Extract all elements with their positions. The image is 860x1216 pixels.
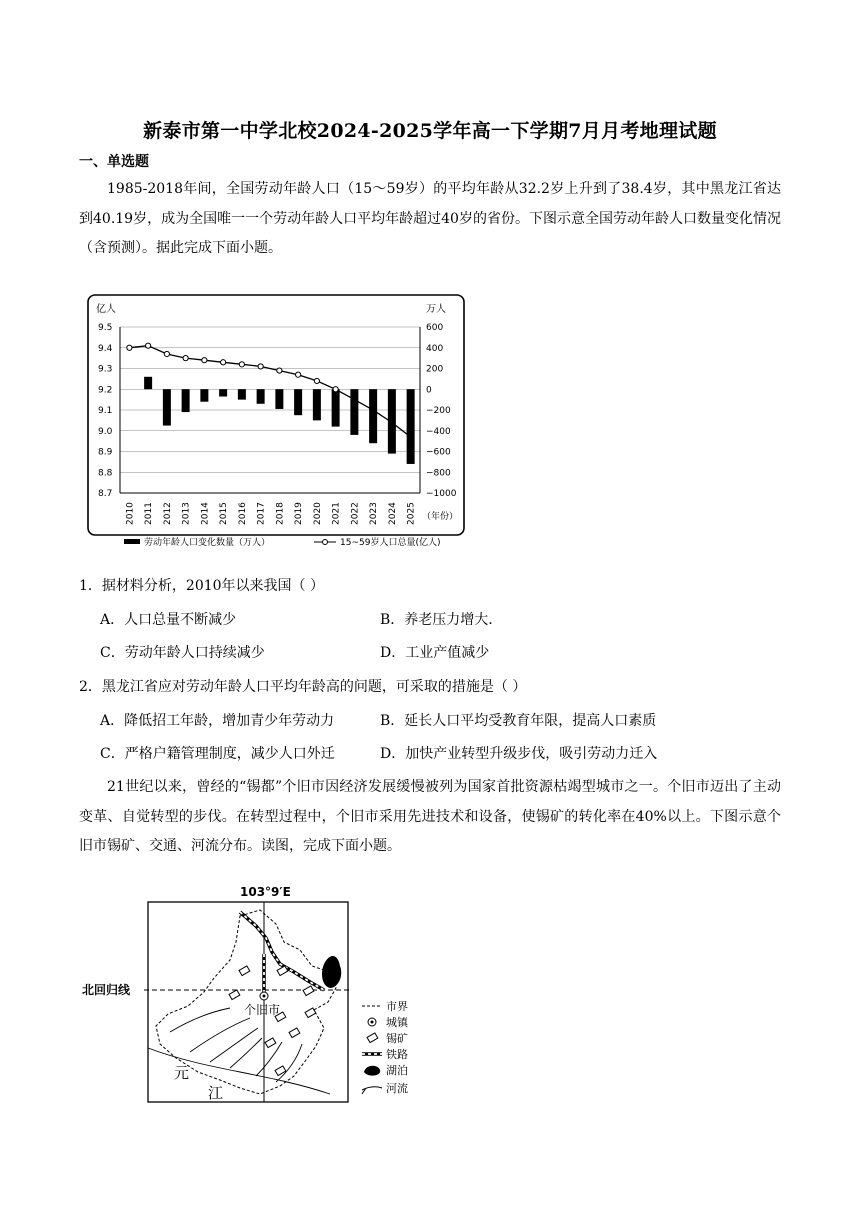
legend-tin: 锡矿 xyxy=(386,1032,408,1045)
x-tick-2019: 2019 xyxy=(294,502,305,525)
question-1-stem: 1．据材料分析，2010年以来我国（ ） xyxy=(79,578,324,594)
bar-2017 xyxy=(257,389,265,404)
point-2010 xyxy=(127,345,132,350)
bar-2014 xyxy=(200,389,208,401)
legend-line-label: 15~59岁人口总量(亿人) xyxy=(340,538,441,548)
city-label: 个旧市 xyxy=(244,1003,281,1017)
x-tick-2020: 2020 xyxy=(312,502,323,525)
legend-town: 城镇 xyxy=(386,1016,408,1029)
question-2-stem: 2．黑龙江省应对劳动年龄人口平均年龄高的问题，可采取的措施是（ ） xyxy=(79,679,527,695)
left-tick-label: 8.9 xyxy=(98,447,113,458)
legend-boundary: 市界 xyxy=(386,1000,408,1013)
bar-2019 xyxy=(294,389,302,415)
point-2017 xyxy=(258,364,263,369)
point-2014 xyxy=(202,358,207,363)
page-title: 新泰市第一中学北校2024-2025学年高一下学期7月月考地理试题 xyxy=(143,120,717,142)
right-tick-label: −200 xyxy=(426,406,451,416)
river-label-1: 元 xyxy=(174,1064,190,1082)
left-tick-label: 9.5 xyxy=(98,323,113,333)
right-axis-unit: 万人 xyxy=(426,304,446,315)
gejiu-map xyxy=(80,880,420,1110)
q1-option-a[interactable]: A．人口总量不断减少 xyxy=(100,612,237,628)
bar-2012 xyxy=(163,389,171,425)
point-2012 xyxy=(164,351,169,356)
right-tick-label: 600 xyxy=(426,323,444,333)
left-tick-label: 8.7 xyxy=(98,489,113,499)
left-tick-label: 9.4 xyxy=(98,343,113,354)
legend-river: 河流 xyxy=(386,1082,408,1095)
bar-2018 xyxy=(275,389,283,409)
x-tick-2025: 2025 xyxy=(406,502,417,525)
right-tick-label: 0 xyxy=(426,385,432,396)
right-tick-label: 400 xyxy=(426,343,444,354)
legend-bar-label: 劳动年龄人口变化数量（万人） xyxy=(144,538,271,548)
x-tick-2016: 2016 xyxy=(237,502,248,525)
bar-2025 xyxy=(407,389,415,464)
q1-option-d[interactable]: D．工业产值减少 xyxy=(380,645,490,661)
x-tick-2014: 2014 xyxy=(200,502,211,525)
right-tick-label: −1000 xyxy=(426,489,457,499)
right-tick-label: −400 xyxy=(426,426,451,437)
point-2016 xyxy=(239,362,244,367)
q2-option-d[interactable]: D．加快产业转型升级步伐，吸引劳动力迁入 xyxy=(380,746,658,762)
right-tick-label: −600 xyxy=(426,447,451,458)
longitude-label: 103°9′E xyxy=(240,885,291,899)
right-tick-label: 200 xyxy=(426,364,444,375)
point-2018 xyxy=(277,368,282,373)
section-heading: 一、单选题 xyxy=(79,154,149,170)
bar-2020 xyxy=(313,389,321,420)
map-legend xyxy=(362,1000,409,1095)
q1-option-c[interactable]: C．劳动年龄人口持续减少 xyxy=(100,645,265,661)
river-label-2: 江 xyxy=(208,1084,224,1102)
x-tick-2023: 2023 xyxy=(369,502,380,525)
bar-2015 xyxy=(219,389,227,396)
passage-2: 21世纪以来，曾经的“锡都”个旧市因经济发展缓慢被列为国家首批资源枯竭型城市之一。个旧市迈出了主动变革、自觉转型的步伐。在转型过程中，个旧市采用先进技术和设备，使锡矿的转化率在40%以上。下图示意个旧市锡矿、交通、河流分布。读图，完成下面小题。 xyxy=(79,779,781,854)
point-2021 xyxy=(333,387,338,392)
left-tick-label: 9.3 xyxy=(98,364,113,375)
point-2013 xyxy=(183,356,188,361)
point-2020 xyxy=(314,378,319,383)
right-tick-label: −800 xyxy=(426,468,451,479)
tropic-label: 北回归线 xyxy=(82,983,131,997)
x-tick-2015: 2015 xyxy=(219,502,230,525)
x-axis-unit: （年份） xyxy=(422,512,459,522)
q2-option-b[interactable]: B．延长人口平均受教育年限，提高人口素质 xyxy=(380,713,657,729)
bar-2013 xyxy=(182,389,190,412)
q2-option-c[interactable]: C．严格户籍管理制度，减少人口外迁 xyxy=(100,746,335,762)
x-tick-2010: 2010 xyxy=(125,502,136,525)
left-axis-unit: 亿人 xyxy=(96,304,116,315)
bar-2016 xyxy=(238,389,246,399)
left-tick-label: 9.1 xyxy=(98,406,113,416)
x-tick-2012: 2012 xyxy=(162,502,173,525)
x-tick-2013: 2013 xyxy=(181,502,192,525)
labor-population-chart xyxy=(86,293,486,553)
passage-1: 1985-2018年间，全国劳动年龄人口（15～59岁）的平均年龄从32.2岁上升到了38.4岁，其中黑龙江省达到40.19岁，成为全国唯一一个劳动年龄人口平均年龄超过40岁的省份。下图示意全国劳动年龄人口数量变化情况（含预测）。据此完成下面小题。 xyxy=(79,181,781,256)
bar-2021 xyxy=(332,389,340,426)
bar-2023 xyxy=(369,389,377,443)
point-2015 xyxy=(221,360,226,365)
legend-lake: 湖泊 xyxy=(386,1064,408,1077)
bar-2022 xyxy=(350,389,358,435)
point-2019 xyxy=(296,372,301,377)
legend-bar-swatch xyxy=(124,539,140,544)
x-tick-2022: 2022 xyxy=(350,502,361,525)
x-tick-2011: 2011 xyxy=(144,502,155,525)
point-2011 xyxy=(146,343,151,348)
left-tick-label: 9.2 xyxy=(98,385,113,396)
x-tick-2024: 2024 xyxy=(387,502,398,525)
left-tick-label: 9.0 xyxy=(98,426,113,437)
left-tick-label: 8.8 xyxy=(98,468,113,479)
x-tick-2017: 2017 xyxy=(256,502,267,525)
bar-2011 xyxy=(144,377,152,389)
bar-2024 xyxy=(388,389,396,453)
q2-option-a[interactable]: A．降低招工年龄，增加青少年劳动力 xyxy=(100,713,335,729)
legend-railway: 铁路 xyxy=(386,1048,408,1061)
left-axis-ticks xyxy=(98,323,113,499)
x-tick-2021: 2021 xyxy=(331,502,342,525)
x-tick-2018: 2018 xyxy=(275,502,286,525)
q1-option-b[interactable]: B．养老压力增大. xyxy=(380,612,493,628)
